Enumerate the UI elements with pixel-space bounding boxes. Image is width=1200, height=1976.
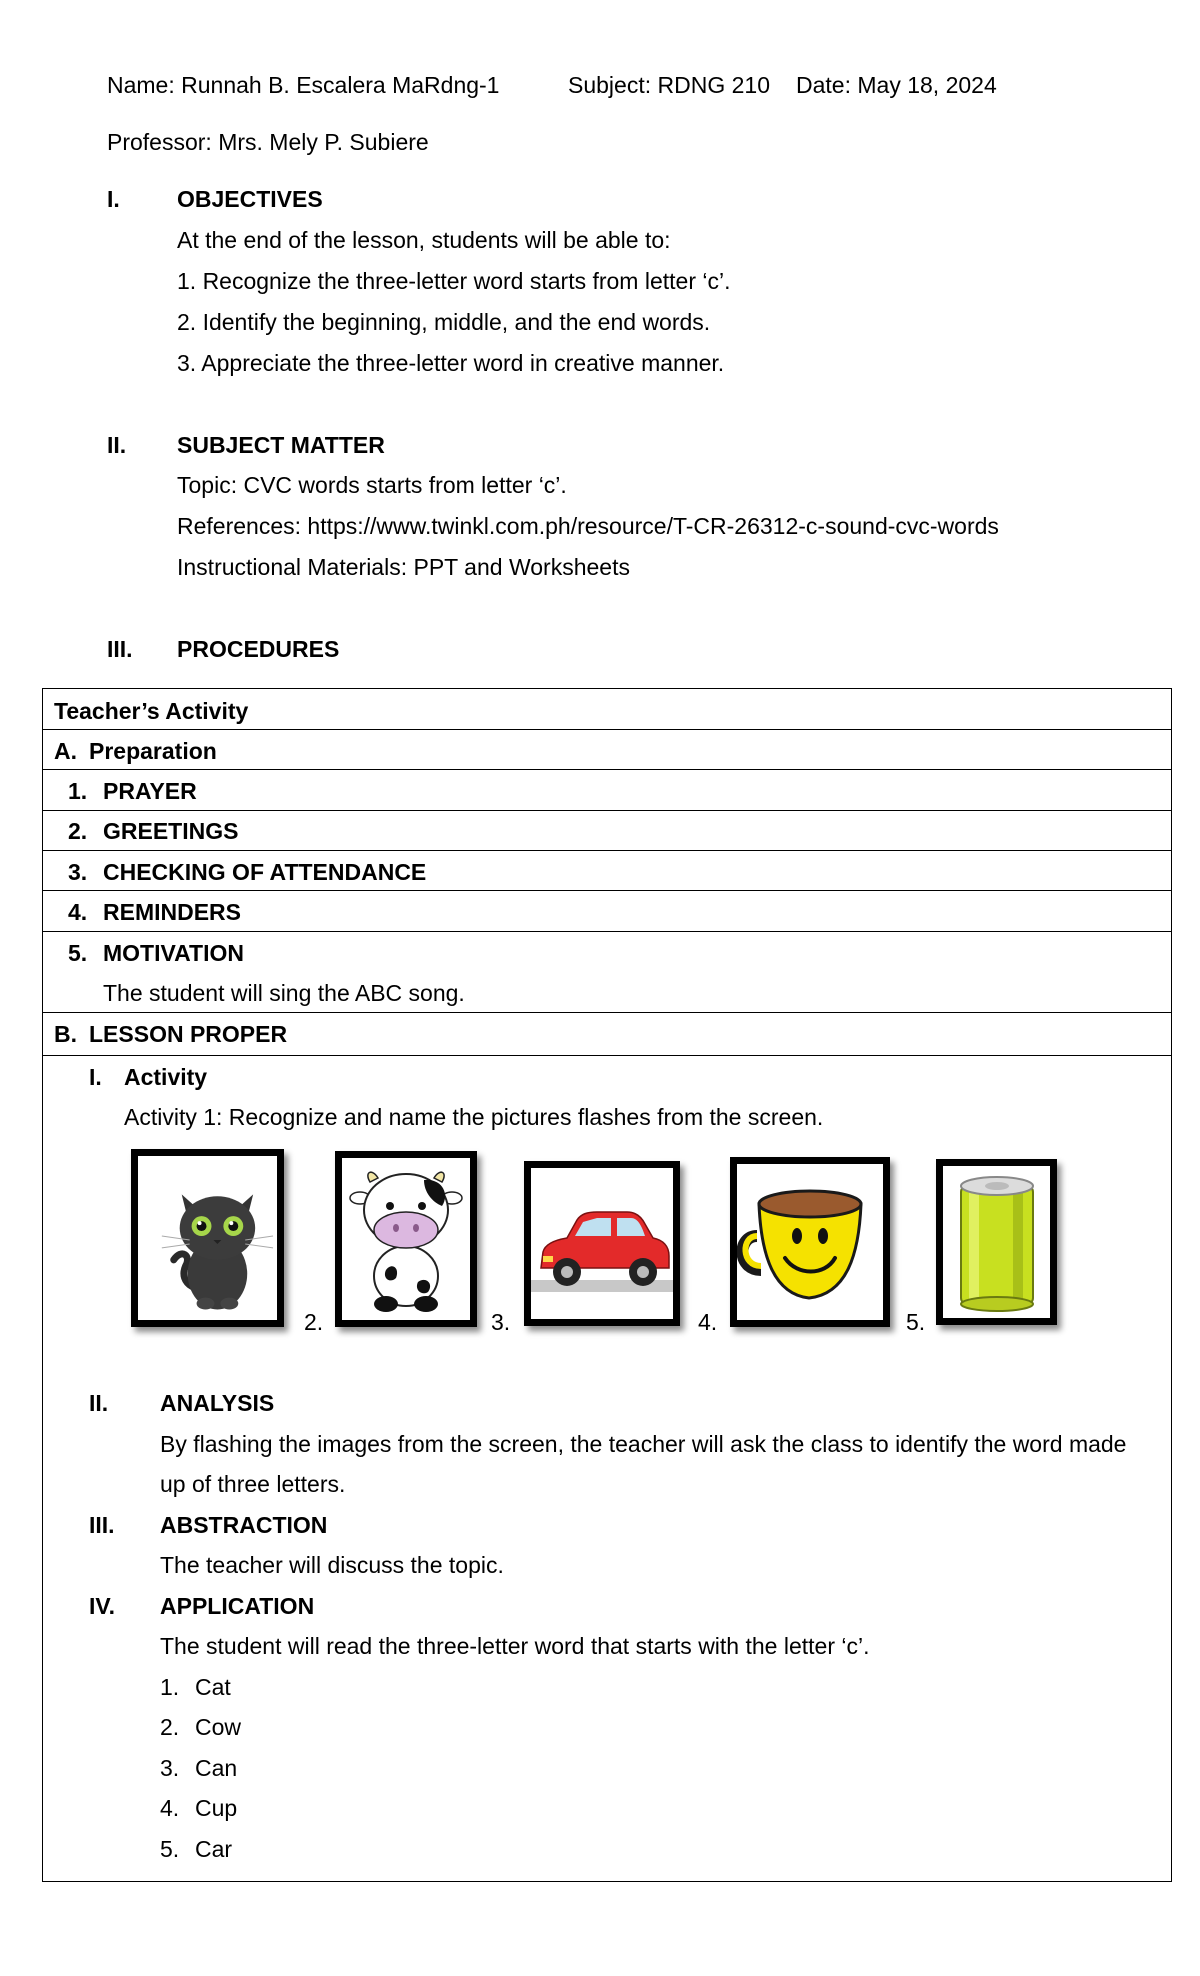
objectives-numeral: I. (107, 186, 120, 212)
cup-icon (737, 1164, 883, 1320)
table-header: Teacher’s Activity (54, 698, 249, 724)
objectives-heading: OBJECTIVES (177, 186, 323, 212)
prep-item-num: 5. (68, 940, 88, 966)
activity-text: Activity 1: Recognize and name the pictures flashes from the screen. (124, 1104, 824, 1130)
word-cup: Cup (195, 1795, 238, 1821)
prep-item-motivation: MOTIVATION (103, 940, 244, 966)
row-divider (43, 810, 1171, 811)
word-can: Can (195, 1755, 238, 1781)
cup-picture (730, 1157, 890, 1327)
car-icon (531, 1168, 673, 1319)
row-divider (43, 850, 1171, 851)
analysis-heading: ANALYSIS (160, 1390, 275, 1416)
section-a-letter: A. (54, 738, 77, 764)
prep-item-num: 3. (68, 859, 88, 885)
can-picture (936, 1159, 1057, 1325)
cat-picture (131, 1149, 284, 1327)
row-divider (43, 769, 1171, 770)
prep-item-attendance: CHECKING OF ATTENDANCE (103, 859, 427, 885)
analysis-text-line-2: up of three letters. (160, 1471, 346, 1497)
abstraction-numeral: III. (89, 1512, 115, 1538)
word-num: 3. (160, 1755, 180, 1781)
word-num: 2. (160, 1714, 180, 1740)
references-line: References: https://www.twinkl.com.ph/resource/T-CR-26312-c-sound-cvc-words (177, 513, 999, 539)
prep-item-num: 1. (68, 778, 88, 804)
motivation-text: The student will sing the ABC song. (103, 980, 465, 1006)
objective-item-3: 3. Appreciate the three-letter word in creative manner. (177, 350, 725, 376)
objective-item-1: 1. Recognize the three-letter word starts from letter ‘c’. (177, 268, 731, 294)
row-divider (43, 1012, 1171, 1013)
word-num: 1. (160, 1674, 180, 1700)
picture-label: 3. (491, 1309, 511, 1335)
row-divider (43, 729, 1171, 730)
activity-numeral: I. (89, 1064, 102, 1090)
topic-line: Topic: CVC words starts from letter ‘c’. (177, 472, 567, 498)
section-a-title: Preparation (89, 738, 217, 764)
row-divider (43, 1055, 1171, 1056)
objective-item-2: 2. Identify the beginning, middle, and the end words. (177, 309, 711, 335)
procedures-heading: PROCEDURES (177, 636, 340, 662)
prep-item-prayer: PRAYER (103, 778, 197, 804)
application-heading: APPLICATION (160, 1593, 315, 1619)
section-b-letter: B. (54, 1021, 77, 1047)
cow-picture (335, 1151, 477, 1327)
abstraction-heading: ABSTRACTION (160, 1512, 328, 1538)
can-icon (943, 1166, 1050, 1318)
procedures-table (42, 688, 1172, 1882)
picture-label: 2. (304, 1309, 324, 1335)
word-num: 4. (160, 1795, 180, 1821)
cat-icon (138, 1156, 277, 1320)
activity-heading: Activity (124, 1064, 208, 1090)
student-name: Name: Runnah B. Escalera MaRdng-1 (107, 72, 500, 98)
row-divider (43, 890, 1171, 891)
word-num: 5. (160, 1836, 180, 1862)
car-picture (524, 1161, 680, 1326)
analysis-numeral: II. (89, 1390, 109, 1416)
prep-item-reminders: REMINDERS (103, 899, 242, 925)
row-divider (43, 931, 1171, 932)
subject-matter-heading: SUBJECT MATTER (177, 432, 385, 458)
cow-icon (342, 1158, 470, 1320)
subject-code: Subject: RDNG 210 (568, 72, 770, 98)
picture-label: 5. (906, 1309, 926, 1335)
prep-item-num: 4. (68, 899, 88, 925)
subject-matter-numeral: II. (107, 432, 127, 458)
abstraction-text: The teacher will discuss the topic. (160, 1552, 504, 1578)
word-car: Car (195, 1836, 233, 1862)
objectives-intro: At the end of the lesson, students will be able to: (177, 227, 671, 253)
professor-name: Professor: Mrs. Mely P. Subiere (107, 129, 429, 155)
word-cow: Cow (195, 1714, 242, 1740)
word-cat: Cat (195, 1674, 231, 1700)
prep-item-num: 2. (68, 818, 88, 844)
analysis-text-line-1: By flashing the images from the screen, the teacher will ask the class to identify the word made (160, 1431, 1127, 1457)
prep-item-greetings: GREETINGS (103, 818, 239, 844)
lesson-date: Date: May 18, 2024 (796, 72, 997, 98)
section-b-title: LESSON PROPER (89, 1021, 288, 1047)
application-numeral: IV. (89, 1593, 116, 1619)
application-text: The student will read the three-letter word that starts with the letter ‘c’. (160, 1633, 870, 1659)
picture-label: 4. (698, 1309, 718, 1335)
procedures-numeral: III. (107, 636, 133, 662)
materials-line: Instructional Materials: PPT and Worksheets (177, 554, 630, 580)
